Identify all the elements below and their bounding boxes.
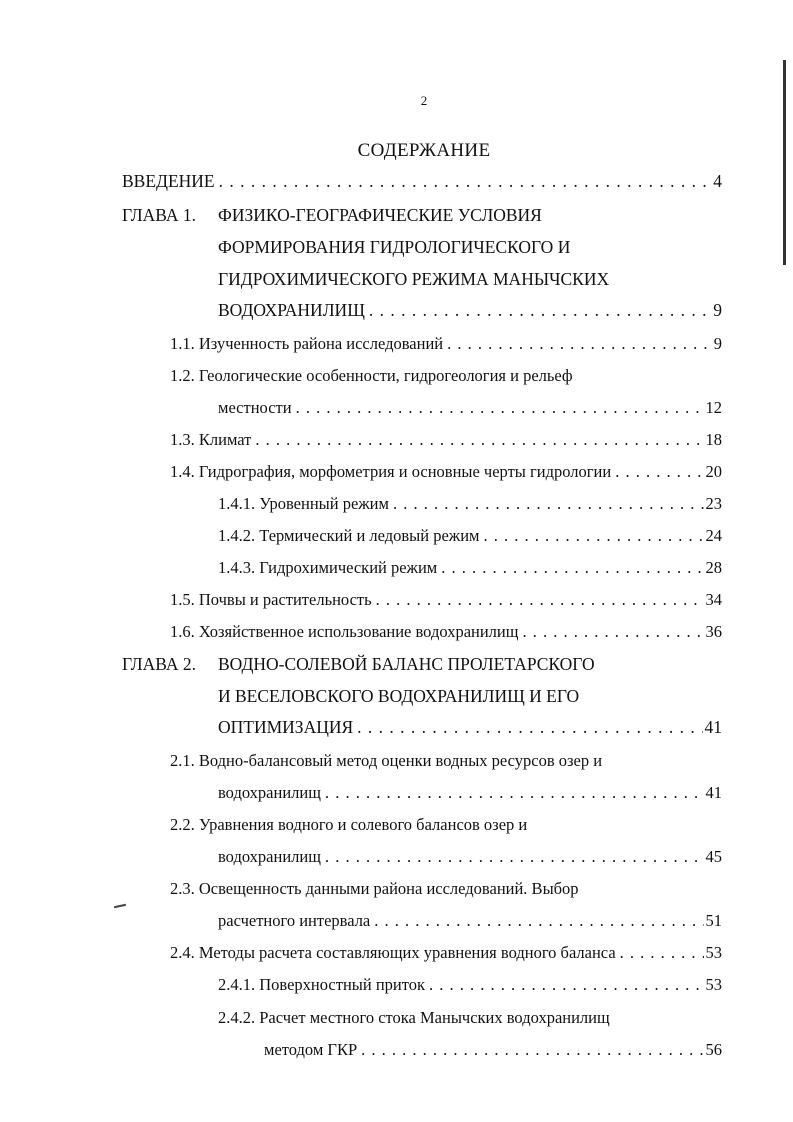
- chapter-1-title-line2: ФОРМИРОВАНИЯ ГИДРОЛОГИЧЕСКОГО И: [218, 237, 571, 257]
- toc-page: 41: [704, 717, 722, 737]
- toc-entry-2-4[interactable]: [170, 943, 722, 963]
- toc-page: 20: [705, 462, 722, 481]
- toc-leader-dots: [361, 1040, 703, 1060]
- toc-entry-1-2[interactable]: 1.2. Геологические особенности, гидрогеология и рельеф: [170, 366, 573, 385]
- chapter-2-title-line1: ВОДНО-СОЛЕВОЙ БАЛАНС ПРОЛЕТАРСКОГО: [218, 654, 595, 674]
- toc-label: методом ГКР: [264, 1040, 358, 1059]
- toc-label: водохранилищ: [218, 783, 321, 802]
- toc-label: 1.1. Изученность района исследований: [170, 334, 444, 353]
- toc-entry-2-4-2[interactable]: 2.4.2. Расчет местного стока Манычских водохранилищ: [218, 1008, 610, 1027]
- page-number: 2: [420, 93, 428, 108]
- toc-leader-dots: [483, 526, 703, 546]
- toc-label: водохранилищ: [218, 847, 321, 866]
- scan-edge-mark: [783, 60, 786, 265]
- toc-page: 12: [705, 398, 722, 417]
- toc-page: 51: [705, 911, 722, 930]
- toc-leader-dots: [441, 558, 703, 578]
- toc-page: 34: [705, 590, 722, 609]
- toc-entry-2-2-cont: [218, 847, 722, 867]
- toc-label: 1.4.2. Термический и ледовый режим: [218, 526, 480, 545]
- toc-page: 36: [705, 622, 722, 641]
- toc-entry-1-1[interactable]: [170, 334, 722, 354]
- toc-entry-2-4-2-cont: [264, 1040, 722, 1060]
- toc-leader-dots: [325, 783, 704, 803]
- chapter-prefix: ГЛАВА 1.: [122, 205, 197, 225]
- toc-page: 53: [705, 975, 722, 994]
- toc-label: местности: [218, 398, 292, 417]
- chapter-2-title-line3: [218, 717, 722, 737]
- chapter-prefix: ГЛАВА 2.: [122, 654, 197, 674]
- toc-page: 41: [705, 783, 722, 802]
- toc-page: 23: [705, 494, 722, 513]
- toc-label: 1.4. Гидрография, морфометрия и основные черты гидрологии: [170, 462, 612, 481]
- toc-leader-dots: [376, 590, 704, 610]
- toc-entry-2-2[interactable]: 2.2. Уравнения водного и солевого балансов озер и: [170, 815, 528, 834]
- chapter-1-heading[interactable]: [122, 205, 196, 225]
- toc-page: 9: [713, 300, 722, 320]
- chapter-2-title-line2: И ВЕСЕЛОВСКОГО ВОДОХРАНИЛИЩ И ЕГО: [218, 686, 580, 706]
- toc-leader-dots: [620, 943, 704, 963]
- toc-entry-2-3[interactable]: 2.3. Освещенность данными района исследований. Выбор: [170, 879, 579, 898]
- toc-entry-intro[interactable]: [122, 171, 722, 191]
- toc-leader-dots: [615, 462, 703, 482]
- toc-label: расчетного интервала: [218, 911, 371, 930]
- toc-label: 1.3. Климат: [170, 430, 252, 449]
- toc-leader-dots: [447, 334, 712, 354]
- toc-label: 2.4. Методы расчета составляющих уравнения водного баланса: [170, 943, 616, 962]
- toc-page: 28: [705, 558, 722, 577]
- toc-leader-dots: [369, 300, 711, 320]
- toc-label: 1.4.1. Уровенный режим: [218, 494, 389, 513]
- toc-label: 2.4.1. Поверхностный приток: [218, 975, 425, 994]
- toc-page: 18: [705, 430, 722, 449]
- toc-title: СОДЕРЖАНИЕ: [357, 140, 491, 161]
- toc-entry-1-5[interactable]: [170, 590, 722, 610]
- toc-entry-1-4[interactable]: [170, 462, 722, 482]
- toc-leader-dots: [357, 717, 702, 737]
- toc-page: 45: [705, 847, 722, 866]
- chapter-2-heading[interactable]: [122, 654, 196, 674]
- toc-entry-1-4-3[interactable]: [218, 558, 722, 578]
- toc-leader-dots: [429, 975, 704, 995]
- toc-entry-1-4-1[interactable]: [218, 494, 722, 514]
- toc-page: 9: [713, 334, 722, 353]
- toc-leader-dots: [255, 430, 703, 450]
- toc-label: 1.6. Хозяйственное использование водохранилищ: [170, 622, 519, 641]
- toc-leader-dots: [219, 171, 712, 191]
- toc-entry-1-6[interactable]: [170, 622, 722, 642]
- chapter-1-title-line4: [218, 300, 722, 320]
- toc-entry-2-3-cont: [218, 911, 722, 931]
- toc-page: 56: [705, 1040, 722, 1059]
- toc-label: ОПТИМИЗАЦИЯ: [218, 717, 354, 737]
- toc-label: 1.4.3. Гидрохимический режим: [218, 558, 438, 577]
- toc-leader-dots: [296, 398, 704, 418]
- toc-leader-dots: [374, 911, 703, 931]
- toc-page: 53: [705, 943, 722, 962]
- toc-leader-dots: [393, 494, 704, 514]
- toc-label: ВВЕДЕНИЕ: [122, 171, 215, 191]
- toc-entry-2-1[interactable]: 2.1. Водно-балансовый метод оценки водных ресурсов озер и: [170, 751, 603, 770]
- chapter-1-title-line1: ФИЗИКО-ГЕОГРАФИЧЕСКИЕ УСЛОВИЯ: [218, 205, 542, 225]
- toc-entry-1-2-cont: [218, 398, 722, 418]
- toc-label: 1.5. Почвы и растительность: [170, 590, 372, 609]
- chapter-1-title-line3: ГИДРОХИМИЧЕСКОГО РЕЖИМА МАНЫЧСКИХ: [218, 269, 610, 289]
- toc-page: 4: [713, 171, 722, 191]
- toc-entry-2-4-1[interactable]: [218, 975, 722, 995]
- toc-entry-1-4-2[interactable]: [218, 526, 722, 546]
- toc-leader-dots: [325, 847, 704, 867]
- toc-entry-1-3[interactable]: [170, 430, 722, 450]
- toc-label: ВОДОХРАНИЛИЩ: [218, 300, 365, 320]
- toc-entry-2-1-cont: [218, 783, 722, 803]
- scan-speck: [114, 904, 126, 908]
- toc-leader-dots: [522, 622, 703, 642]
- toc-page: 24: [705, 526, 722, 545]
